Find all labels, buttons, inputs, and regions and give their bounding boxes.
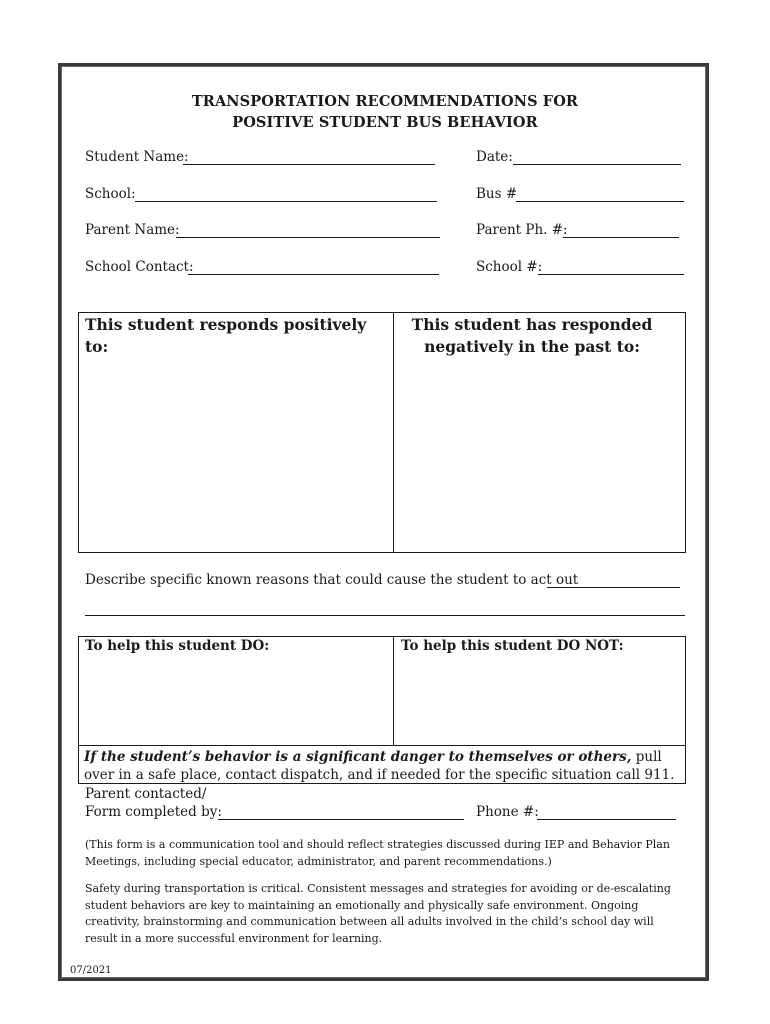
school-contact-label: School Contact: <box>85 259 194 275</box>
school-field[interactable] <box>135 201 437 202</box>
school-contact-field[interactable] <box>188 274 439 275</box>
title-line-1: TRANSPORTATION RECOMMENDATIONS FOR <box>191 93 579 110</box>
bus-field[interactable] <box>516 201 684 202</box>
school-number-field[interactable] <box>538 274 684 275</box>
positive-header: This student responds positively to: <box>85 315 367 356</box>
footer-date: 07/2021 <box>70 965 112 976</box>
form-completed-by-field[interactable] <box>218 819 464 820</box>
safety-statement: Safety during transportation is critical. Consistent messages and strategies for avoiding or de-escalating student behaviors are key to maintaining an emotionally and physically safe environment. Ongoing creativity, brainstorming and communication between all adults involved in the child’s school day will result in a more successful environment for learning. <box>85 882 671 945</box>
describe-reasons-field-line-2[interactable] <box>85 615 685 616</box>
behavior-table-divider <box>393 312 394 553</box>
negative-response-area[interactable] <box>395 362 684 550</box>
title-line-2: POSITIVE STUDENT BUS BEHAVIOR <box>232 114 538 131</box>
student-name-field[interactable] <box>183 164 435 165</box>
parent-phone-field[interactable] <box>563 237 679 238</box>
school-number-label: School #: <box>476 259 543 275</box>
form-completed-by-label: Form completed by: <box>85 804 222 820</box>
date-field[interactable] <box>513 164 681 165</box>
school-label: School: <box>85 186 136 202</box>
phone-field[interactable] <box>537 819 676 820</box>
danger-rest-text: pull over in a safe place, contact dispatch, and if needed for the specific situation call 911. <box>84 749 675 783</box>
danger-instructions <box>84 748 680 784</box>
parent-phone-label: Parent Ph. #: <box>476 222 568 238</box>
help-do-not-header: To help this student DO NOT: <box>401 638 624 654</box>
student-name-label: Student Name: <box>85 149 189 165</box>
help-do-area[interactable] <box>80 660 391 742</box>
help-table-divider <box>393 636 394 745</box>
parent-name-field[interactable] <box>176 237 440 238</box>
describe-reasons-field[interactable] <box>547 587 680 588</box>
form-note: (This form is a communication tool and should reflect strategies discussed during IEP and Behavior Plan Meetings, including special educator, administrator, and parent recommendations.) <box>85 838 670 868</box>
date-label: Date: <box>476 149 513 165</box>
danger-bold-text: If the student’s behavior is a significant danger to themselves or others, <box>84 749 632 765</box>
negative-header: This student has responded negatively in the past to: <box>411 315 653 356</box>
form-title <box>0 91 770 133</box>
help-do-not-area[interactable] <box>395 660 684 742</box>
help-table-row-divider <box>78 745 686 746</box>
bus-label: Bus # <box>476 186 518 202</box>
parent-contacted-label: Parent contacted/ <box>85 786 207 802</box>
parent-name-label: Parent Name: <box>85 222 180 238</box>
describe-reasons-label: Describe specific known reasons that could cause the student to act out <box>85 572 579 588</box>
help-do-header: To help this student DO: <box>85 638 270 654</box>
phone-label: Phone #: <box>476 804 539 820</box>
positive-response-area[interactable] <box>80 362 391 550</box>
